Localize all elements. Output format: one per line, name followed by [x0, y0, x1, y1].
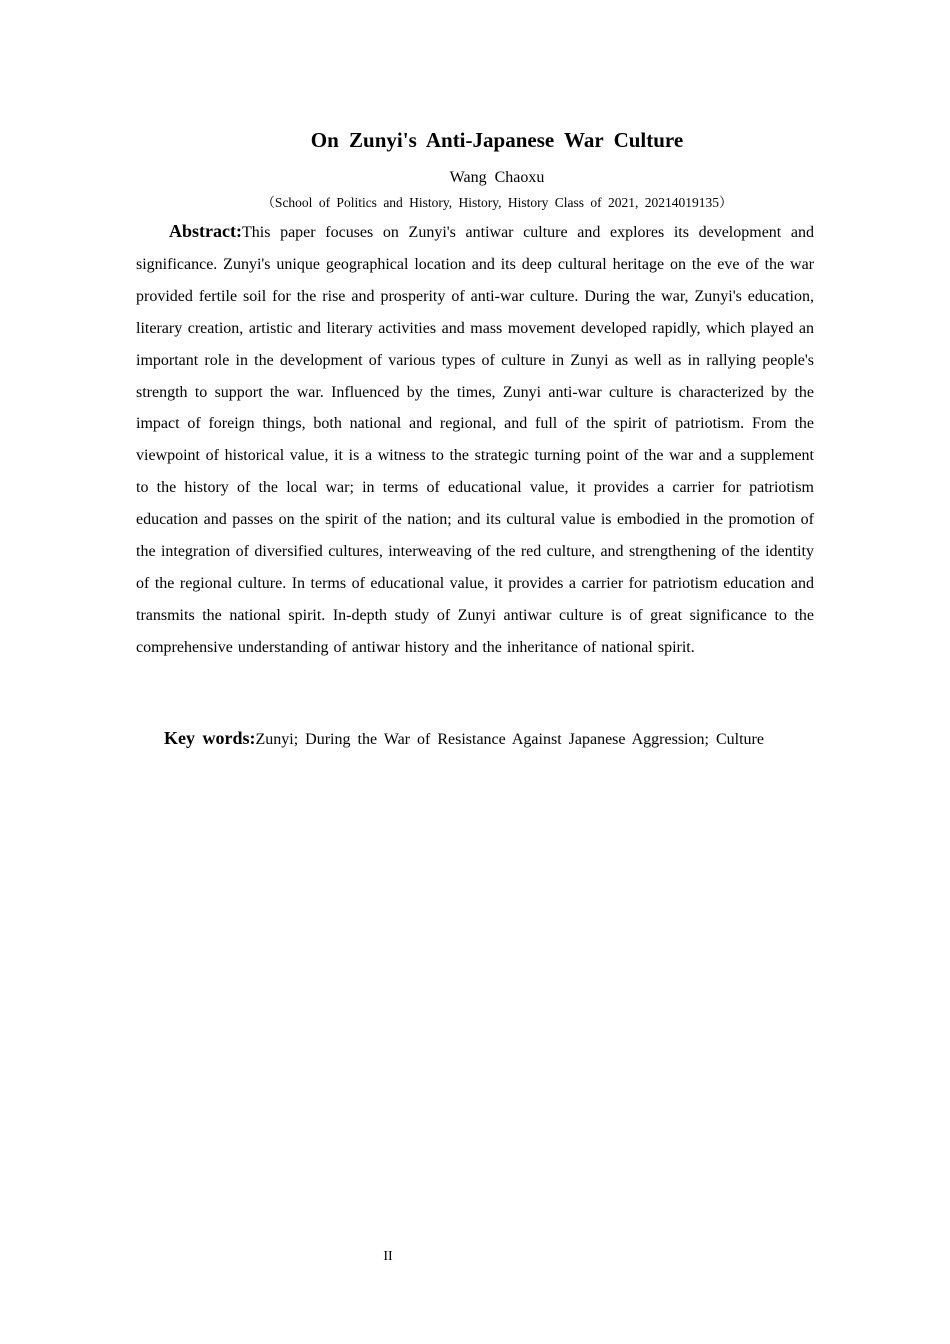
abstract-text: This paper focuses on Zunyi's antiwar culture and explores its development and significance. Zunyi's unique geographical location and its deep cultural heritage on the eve of the war provided fertile soil for the rise and prosperity of anti-war culture. During the war, Zunyi's education, literary creation, artistic and literary activities and mass movement developed rapidly, which played an important role in the development of various types of culture in Zunyi as well as in rallying people's strength to support the war. Influenced by the times, Zunyi anti-war culture is characterized by the impact of foreign things, both national and regional, and full of the spirit of patriotism. From the viewpoint of historical value, it is a witness to the strategic turning point of the war and a supplement to the history of the local war; in terms of educational value, it provides a carrier for patriotism education and passes on the spirit of the nation; and its cultural value is embodied in the promotion of the integration of diversified cultures, interweaving of the red culture, and strengthening of the identity of the regional culture. In terms of educational value, it provides a carrier for patriotism education and transmits the national spirit. In-depth study of Zunyi antiwar culture is of great significance to the comprehensive understanding of antiwar history and the inheritance of national spirit. [136, 224, 814, 656]
abstract-label: Abstract: [169, 221, 242, 241]
keywords-line [136, 723, 836, 755]
abstract-paragraph [136, 216, 814, 664]
keywords-text: Zunyi; During the War of Resistance Against Japanese Aggression; Culture [255, 731, 764, 748]
paper-title: On Zunyi's Anti-Japanese War Culture [310, 128, 684, 152]
author-name: Wang Chaoxu [449, 169, 545, 186]
author-affiliation: （School of Politics and History, History, History Class of 2021, 20214019135） [261, 195, 733, 210]
page-number: II [383, 1249, 393, 1264]
keywords-label: Key words: [164, 728, 256, 748]
